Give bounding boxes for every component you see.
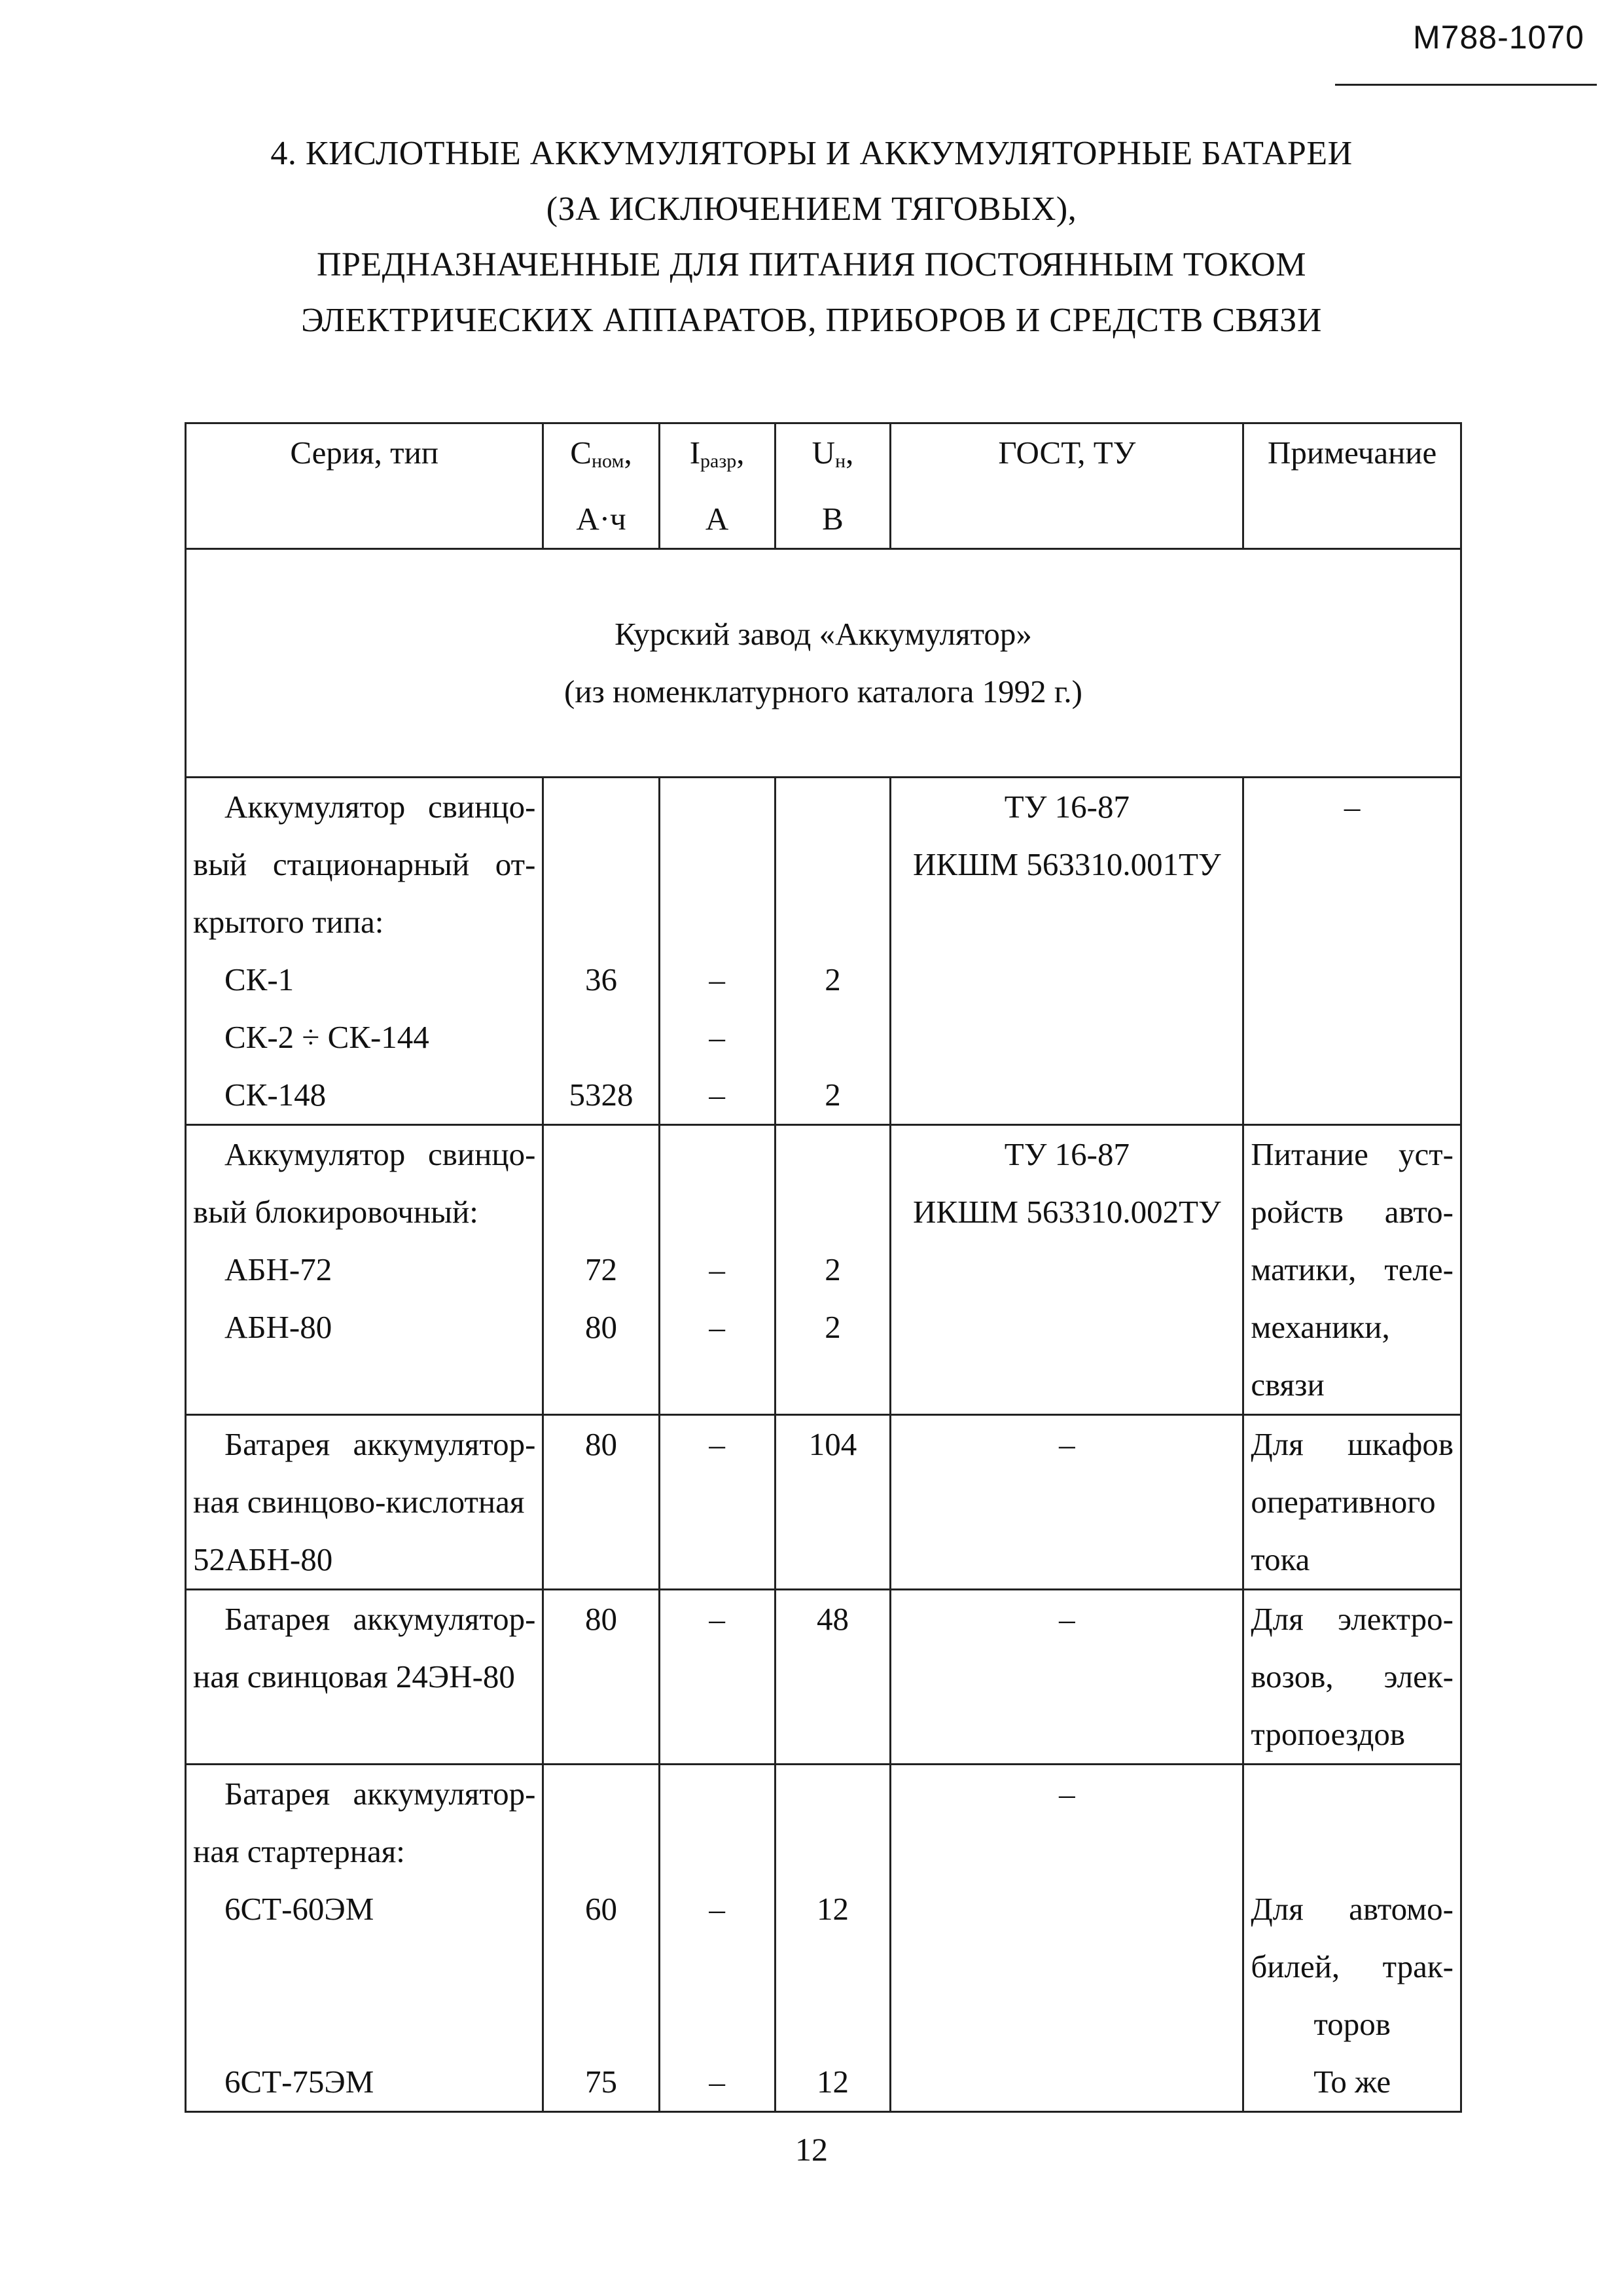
voltage-symbol: U — [812, 435, 836, 471]
header-capacity: $C_{ном}$, А·ч — [543, 423, 659, 549]
type-name: АБН-80 — [224, 1309, 332, 1345]
type-name: СК-148 — [224, 1077, 327, 1113]
current-cell — [659, 1590, 775, 1765]
note-line: билей, трак- — [1251, 1948, 1454, 1984]
series-desc: Батарея аккумулятор- — [224, 1601, 536, 1637]
header-gost-label: ГОСТ, ТУ — [998, 435, 1136, 471]
header-note — [1243, 423, 1461, 549]
page-number: 12 — [795, 2131, 828, 2168]
series-cell — [186, 1125, 543, 1415]
gost-line: – — [1059, 1776, 1075, 1812]
table-row — [186, 778, 1461, 1125]
voltage-subscript: н — [835, 450, 846, 472]
series-cell — [186, 778, 543, 1125]
capacity-value: 80 — [585, 1601, 617, 1637]
capacity-cell — [543, 1125, 659, 1415]
note-line: Для шкафов — [1251, 1426, 1454, 1462]
gost-line: – — [1059, 1601, 1075, 1637]
type-name: АБН-72 — [224, 1251, 332, 1287]
note-line: Для автомо- — [1251, 1891, 1454, 1927]
note-line: тропоездов — [1251, 1716, 1406, 1752]
current-value: – — [709, 1891, 725, 1927]
current-value: – — [709, 1426, 725, 1462]
gost-line: ТУ 16-87 — [1004, 1136, 1130, 1172]
capacity-value: 5328 — [569, 1077, 633, 1113]
gost-line: – — [1059, 1426, 1075, 1462]
voltage-cell — [775, 1415, 891, 1590]
note-line: ройств авто- — [1251, 1194, 1454, 1230]
type-name: 6СТ-75ЭМ — [224, 2064, 374, 2100]
series-cell — [186, 1765, 543, 2112]
title-line-2: (ЗА ИСКЛЮЧЕНИЕМ ТЯГОВЫХ), — [546, 190, 1077, 228]
capacity-cell — [543, 1415, 659, 1590]
current-value: – — [709, 1019, 725, 1055]
current-cell — [659, 1125, 775, 1415]
header-current: $I_{разр}$, А — [659, 423, 775, 549]
title-line-4: ЭЛЕКТРИЧЕСКИХ АППАРАТОВ, ПРИБОРОВ И СРЕДСТВ СВЯЗИ — [301, 302, 1322, 339]
current-value: – — [709, 961, 725, 997]
capacity-subscript: ном — [591, 450, 624, 472]
series-cell — [186, 1590, 543, 1765]
current-value: – — [709, 1601, 725, 1637]
voltage-value: 2 — [825, 1309, 841, 1345]
voltage-value: 2 — [825, 1251, 841, 1287]
type-name: СК-1 — [224, 961, 294, 997]
header-series-label: Серия, тип — [290, 435, 439, 471]
capacity-value: 80 — [585, 1426, 617, 1462]
current-cell — [659, 1415, 775, 1590]
gost-cell — [891, 1765, 1243, 2112]
plant-name: Курский завод «Аккумулятор» — [615, 616, 1032, 652]
header-voltage: $U_н$, В — [775, 423, 891, 549]
series-desc: вый блокировочный: — [193, 1194, 478, 1230]
capacity-unit: А·ч — [576, 501, 626, 537]
table-row — [186, 1765, 1461, 2112]
note-line: оперативного — [1251, 1484, 1436, 1520]
voltage-value: 2 — [825, 961, 841, 997]
series-desc: ная свинцово-кислотная — [193, 1484, 525, 1520]
capacity-cell — [543, 1590, 659, 1765]
series-desc: 52АБН-80 — [193, 1541, 333, 1577]
note-line: То же — [1313, 2064, 1391, 2100]
capacity-value — [550, 1009, 651, 1066]
current-unit: А — [705, 501, 729, 537]
series-desc: Батарея аккумулятор- — [224, 1776, 536, 1812]
title-line-1: 4. КИСЛОТНЫЕ АККУМУЛЯТОРЫ И АККУМУЛЯТОРНЫЕ БАТАРЕИ — [270, 135, 1353, 172]
series-desc: ная свинцовая 24ЭН-80 — [193, 1659, 515, 1695]
note-line: Питание уст- — [1251, 1136, 1454, 1172]
current-subscript: разр — [700, 450, 737, 472]
voltage-value: 104 — [808, 1426, 857, 1462]
series-desc: ная стартерная: — [193, 1833, 405, 1869]
note-cell — [1243, 1125, 1461, 1415]
table-row — [186, 1590, 1461, 1765]
series-desc: вый стационарный от- — [193, 846, 536, 882]
header-row — [186, 423, 1461, 549]
current-symbol: I — [689, 435, 701, 471]
type-name: 6СТ-60ЭМ — [224, 1891, 374, 1927]
plant-cell — [186, 549, 1461, 778]
gost-cell — [891, 1415, 1243, 1590]
code-underline — [1335, 84, 1597, 86]
current-cell — [659, 1765, 775, 2112]
plant-source: (из номенклатурного каталога 1992 г.) — [564, 673, 1082, 709]
capacity-cell — [543, 778, 659, 1125]
voltage-value: 12 — [817, 2064, 849, 2100]
capacity-symbol: C — [570, 435, 592, 471]
note-cell — [1243, 1415, 1461, 1590]
table-row — [186, 1415, 1461, 1590]
voltage-value: 12 — [817, 1891, 849, 1927]
voltage-unit: В — [822, 501, 844, 537]
gost-line: ИКШМ 563310.002ТУ — [913, 1194, 1221, 1230]
gost-line: ТУ 16-87 — [1004, 789, 1130, 825]
voltage-cell — [775, 1590, 891, 1765]
gost-line: ИКШМ 563310.001ТУ — [913, 846, 1221, 882]
voltage-value — [783, 1009, 883, 1066]
note-line: механики, — [1251, 1309, 1390, 1345]
type-name: СК-2 ÷ СК-144 — [224, 1019, 429, 1055]
current-value: – — [709, 1077, 725, 1113]
capacity-cell — [543, 1765, 659, 2112]
series-desc: Аккумулятор свинцо- — [224, 1136, 536, 1172]
note-line: матики, теле- — [1251, 1251, 1454, 1287]
voltage-value: 2 — [825, 1077, 841, 1113]
battery-table — [185, 422, 1462, 2113]
series-desc: Аккумулятор свинцо- — [224, 789, 536, 825]
plant-row — [186, 549, 1461, 778]
note-line: Для электро- — [1251, 1601, 1454, 1637]
gost-cell — [891, 1590, 1243, 1765]
gost-cell — [891, 1125, 1243, 1415]
voltage-cell — [775, 1765, 891, 2112]
note-cell — [1243, 778, 1461, 1125]
header-note-label: Примечание — [1268, 435, 1437, 471]
current-value: – — [709, 1251, 725, 1287]
note-line: торов — [1313, 2006, 1391, 2042]
note-line: – — [1344, 789, 1361, 825]
note-cell — [1243, 1765, 1461, 2112]
note-line: возов, элек- — [1251, 1659, 1454, 1695]
capacity-value: 60 — [585, 1891, 617, 1927]
current-value: – — [709, 2064, 725, 2100]
document-code: М788-1070 — [1413, 19, 1584, 56]
capacity-value: 36 — [585, 961, 617, 997]
capacity-value: 72 — [585, 1251, 617, 1287]
voltage-cell — [775, 1125, 891, 1415]
voltage-value: 48 — [817, 1601, 849, 1637]
table-row — [186, 1125, 1461, 1415]
capacity-value: 75 — [585, 2064, 617, 2100]
capacity-value: 80 — [585, 1309, 617, 1345]
note-line: тока — [1251, 1541, 1310, 1577]
note-line: связи — [1251, 1367, 1325, 1403]
series-desc: крытого типа: — [193, 904, 384, 940]
current-cell — [659, 778, 775, 1125]
voltage-cell — [775, 778, 891, 1125]
header-gost — [891, 423, 1243, 549]
series-cell — [186, 1415, 543, 1590]
note-cell — [1243, 1590, 1461, 1765]
header-series — [186, 423, 543, 549]
title-line-3: ПРЕДНАЗНАЧЕННЫЕ ДЛЯ ПИТАНИЯ ПОСТОЯННЫМ ТОКОМ — [316, 246, 1307, 283]
current-value: – — [709, 1309, 725, 1345]
series-desc: Батарея аккумулятор- — [224, 1426, 536, 1462]
gost-cell — [891, 778, 1243, 1125]
